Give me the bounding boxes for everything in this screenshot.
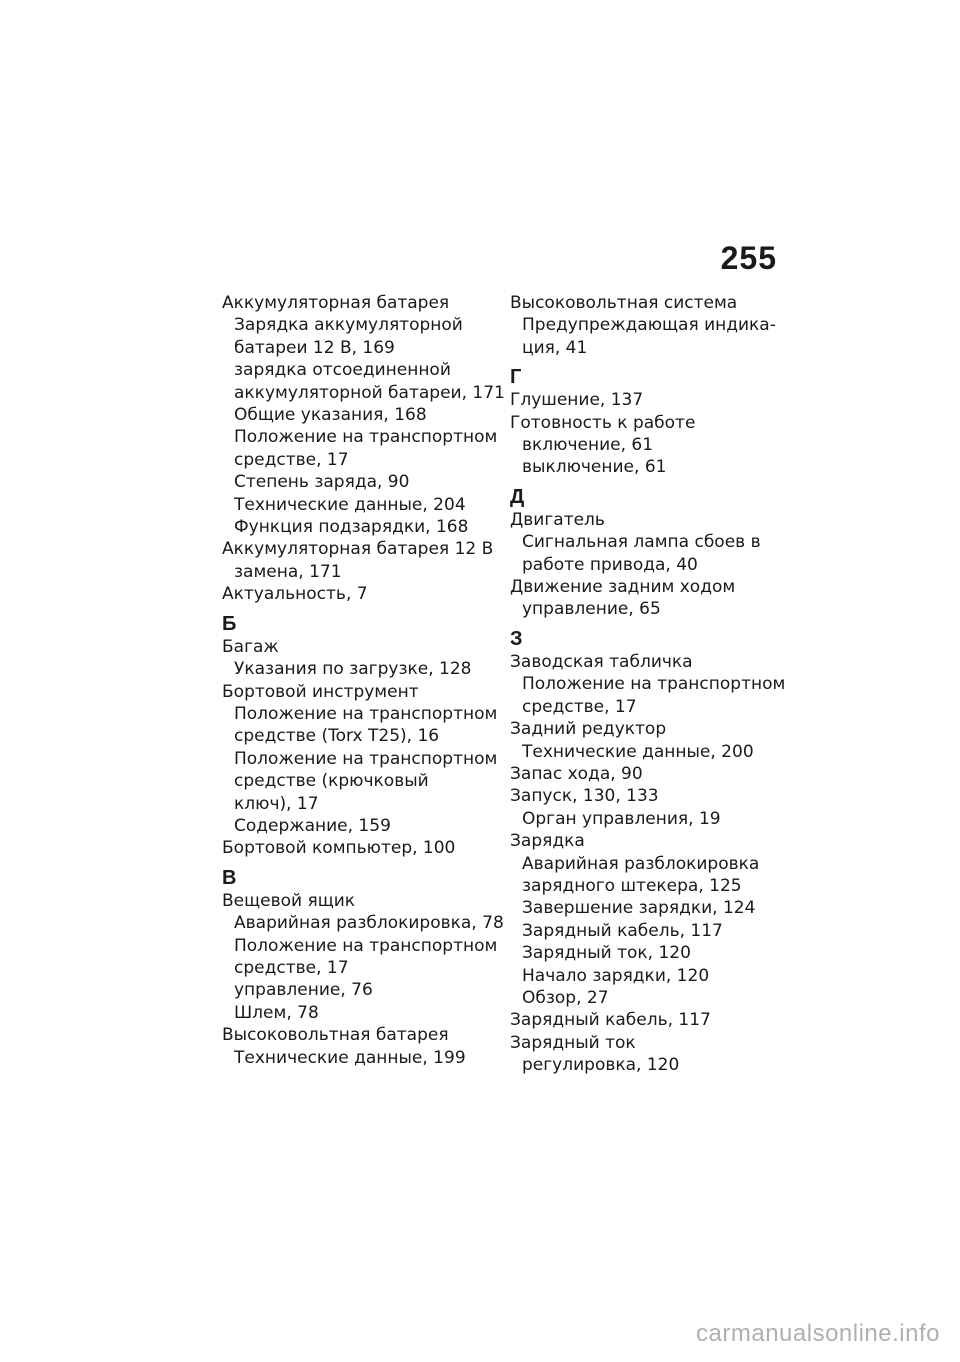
index-subentry: Зарядный ток, 120 <box>522 943 691 964</box>
index-subentry: Зарядка аккумуляторной <box>234 315 463 336</box>
footer-watermark[interactable]: carmanualsonline.info <box>696 1320 940 1347</box>
index-subentry: Положение на транспортном <box>234 935 498 956</box>
index-subentry: включение, 61 <box>522 435 654 456</box>
index-entry: Двигатель <box>510 509 605 530</box>
index-subentry: Технические данные, 200 <box>522 741 754 762</box>
index-subentry: аккумуляторной батареи, 171 <box>234 382 505 403</box>
index-subentry: Степень заряда, 90 <box>234 472 410 493</box>
index-subentry: Функция подзарядки, 168 <box>234 517 469 538</box>
index-entry: Багаж <box>222 636 279 657</box>
index-subentry: Положение на транспортном <box>522 674 786 695</box>
index-entry: Бортовой инструмент <box>222 681 419 702</box>
index-entry: Вещевой ящик <box>222 890 356 911</box>
index-subentry: управление, 65 <box>522 599 661 620</box>
index-subentry: средстве, 17 <box>234 449 349 470</box>
index-subentry: Аварийная разблокировка <box>522 853 760 874</box>
index-letter-heading: Д <box>510 485 525 508</box>
index-subentry: Технические данные, 204 <box>234 494 466 515</box>
index-entry: Бортовой компьютер, 100 <box>222 838 456 859</box>
index-letter-heading: Б <box>222 612 237 635</box>
index-subentry: Технические данные, 199 <box>234 1047 466 1068</box>
index-subentry: Положение на транспортном <box>234 748 498 769</box>
index-subentry: Предупреждающая индика- <box>522 315 776 336</box>
index-subentry: Положение на транспортном <box>234 703 498 724</box>
page-number: 255 <box>720 240 777 276</box>
index-subentry: средстве (крючковый <box>234 771 429 792</box>
index-subentry: зарядного штекера, 125 <box>522 875 742 896</box>
index-entry: Зарядный кабель, 117 <box>510 1010 711 1031</box>
index-subentry: зарядка отсоединенной <box>234 360 451 381</box>
index-subentry: Положение на транспортном <box>234 427 498 448</box>
index-subentry: работе привода, 40 <box>522 554 698 575</box>
index-entry: Глушение, 137 <box>510 390 644 411</box>
index-entry: Зарядный ток <box>510 1032 636 1053</box>
index-subentry: регулировка, 120 <box>522 1055 680 1076</box>
index-subentry: Обзор, 27 <box>522 987 609 1008</box>
index-subentry: Завершение зарядки, 124 <box>522 898 756 919</box>
index-entry: Запуск, 130, 133 <box>510 786 659 807</box>
index-entry: Высоковольтная система <box>510 293 738 313</box>
index-subentry: средстве, 17 <box>522 696 637 717</box>
index-subentry: батареи 12 В, 169 <box>234 337 395 358</box>
index-subentry: средстве (Torx T25), 16 <box>234 726 440 747</box>
index-subentry: Содержание, 159 <box>234 815 391 836</box>
index-entry: Готовность к работе <box>510 412 696 433</box>
index-entry: Заводская табличка <box>510 651 693 672</box>
index-subentry: Общие указания, 168 <box>234 405 427 426</box>
index-subentry: Зарядный кабель, 117 <box>522 920 723 941</box>
index-entry: Задний редуктор <box>510 719 667 740</box>
index-column-right <box>510 292 786 1077</box>
index-subentry: ция, 41 <box>522 337 588 358</box>
index-letter-heading: Г <box>510 366 522 389</box>
index-subentry: Аварийная разблокировка, 78 <box>234 913 504 934</box>
index-subentry: Шлем, 78 <box>234 1002 319 1023</box>
index-entry: Аккумуляторная батарея 12 В <box>222 539 494 560</box>
index-subentry: Сигнальная лампа сбоев в <box>522 532 761 553</box>
index-entry: Запас хода, 90 <box>510 763 643 784</box>
index-subentry: средстве, 17 <box>234 957 349 978</box>
index-entry: Движение задним ходом <box>510 577 736 598</box>
index-subentry: Указания по загрузке, 128 <box>234 659 472 680</box>
index-subentry: выключение, 61 <box>522 457 667 478</box>
index-subentry: Орган управления, 19 <box>522 808 721 829</box>
index-subentry: управление, 76 <box>234 980 373 1001</box>
index-letter-heading: В <box>222 866 237 889</box>
index-subentry: замена, 171 <box>234 561 342 582</box>
index-entry: Актуальность, 7 <box>222 584 368 605</box>
index-entry: Зарядка <box>510 831 585 852</box>
index-entry: Высоковольтная батарея <box>222 1025 449 1046</box>
index-column-left <box>222 292 504 1069</box>
index-entry: Аккумуляторная батарея <box>222 293 450 313</box>
index-subentry: Начало зарядки, 120 <box>522 965 710 986</box>
index-subentry: ключ), 17 <box>234 793 319 814</box>
index-letter-heading: З <box>510 627 523 650</box>
